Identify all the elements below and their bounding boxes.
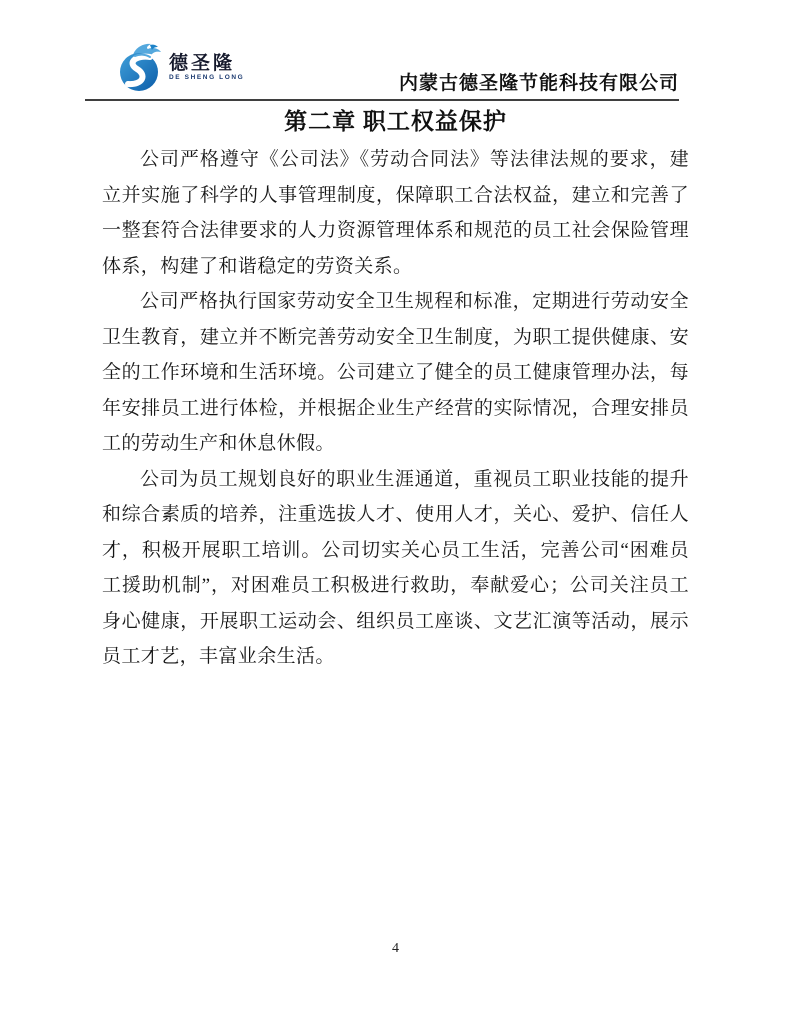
chapter-title: 第二章 职工权益保护 <box>284 109 507 134</box>
company-logo <box>117 43 244 93</box>
logo-chinese-name: 德圣隆 <box>169 53 236 75</box>
document-body <box>102 99 689 675</box>
logo-text <box>169 54 244 82</box>
body-paragraph-1: 公司严格遵守《公司法》《劳动合同法》等法律法规的要求，建立并实施了科学的人事管理制度，保障职工合法权益，建立和完善了一整套符合法律要求的人力资源管理体系和规范的员工社会保险管理体系，构建了和谐稳定的劳资关系。 <box>102 149 689 277</box>
dragon-s-logo-icon <box>117 43 165 93</box>
body-paragraph-2: 公司严格执行国家劳动安全卫生规程和标准，定期进行劳动安全卫生教育，建立并不断完善劳动安全卫生制度，为职工提供健康、安全的工作环境和生活环境。公司建立了健全的员工健康管理办法，每年安排员工进行体检，并根据企业生产经营的实际情况，合理安排员工的劳动生产和休息休假。 <box>102 291 689 454</box>
logo-english-name: DE SHENG LONG <box>169 74 245 82</box>
page-number: 4 <box>392 941 399 956</box>
page-header <box>85 42 679 101</box>
body-paragraph-3: 公司为员工规划良好的职业生涯通道，重视员工职业技能的提升和综合素质的培养，注重选拔人才、使用人才，关心、爱护、信任人才，积极开展职工培训。公司切实关心员工生活，完善公司“困难员工援助机制”，对困难员工积极进行救助，奉献爱心；公司关注员工身心健康，开展职工运动会、组织员工座谈、文艺汇演等活动，展示员工才艺，丰富业余生活。 <box>102 468 689 667</box>
company-name: 内蒙古德圣隆节能科技有限公司 <box>398 73 679 94</box>
